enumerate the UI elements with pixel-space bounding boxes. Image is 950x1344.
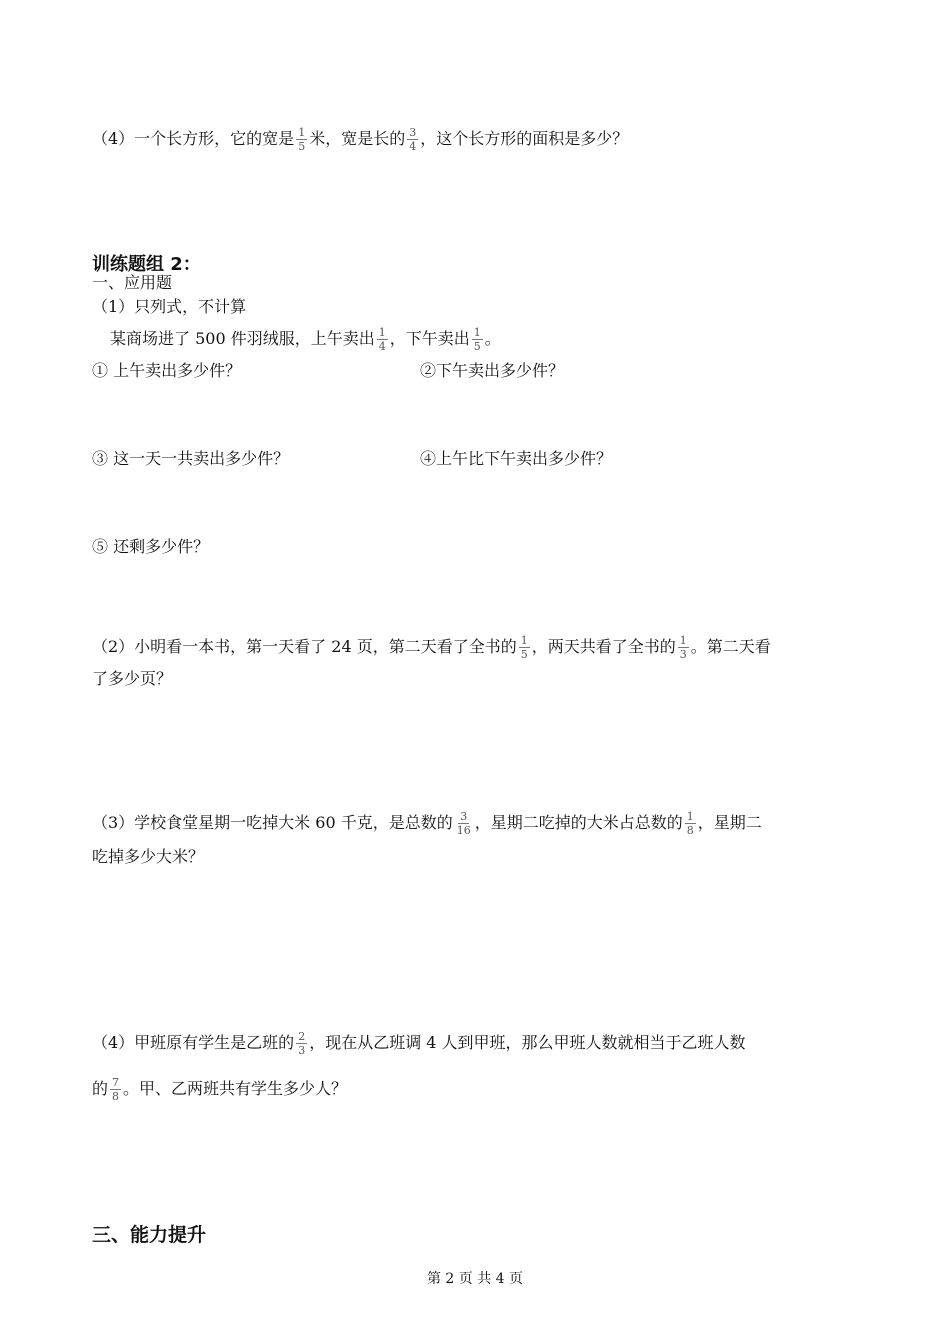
- group-title: 训练题组 2：: [92, 254, 201, 275]
- question-1-stem: 某商场进了 500 件羽绒服，上午卖出 $\frac{1}{4}$ ，下午卖出 $\frac{1}{5}$ 。: [110, 326, 501, 353]
- question-4-line-2: 的 $\frac{7}{8}$ 。甲、乙两班共有学生多少人？: [92, 1076, 348, 1103]
- section-3-title: 三、能力提升: [92, 1224, 207, 1246]
- question-3: （3）学校食堂星期一吃掉大米 60 千克，是总数的 $\frac{3}{16}$ ，星期二吃掉的大米占总数的 $\frac{1}{8}$ ，星期二: [92, 810, 762, 837]
- question-text: （4）一个长方形，它的宽是: [92, 129, 295, 148]
- sub-question-1: ① 上午卖出多少件？: [92, 361, 242, 380]
- fraction: $\frac{1}{8}$: [686, 810, 694, 837]
- question-4: （4）甲班原有学生是乙班的 $\frac{2}{3}$ ，现在从乙班调 4 人到甲班，那么甲班人数就相当于乙班人数: [92, 1030, 746, 1057]
- page-footer: 第 2 页 共 4 页: [426, 1271, 524, 1287]
- question-text: ，这个长方形的面积是多少？: [420, 129, 629, 148]
- fraction: $\frac{1}{3}$: [679, 634, 687, 661]
- question-text: 米，宽是长的: [309, 129, 406, 148]
- question-1-label: （1）只列式，不计算: [92, 297, 247, 316]
- fraction: $\frac{1}{5}$: [520, 634, 528, 661]
- fraction: $\frac{1}{4}$: [378, 326, 386, 353]
- section-label: 一、应用题: [92, 273, 173, 292]
- fraction: $\frac{7}{8}$: [112, 1076, 120, 1103]
- sub-question-2: ②下午卖出多少件？: [420, 361, 565, 380]
- sub-question-3: ③ 这一天一共卖出多少件？: [92, 449, 290, 468]
- fraction: $\frac{2}{3}$: [298, 1030, 306, 1057]
- fraction: $\frac{1}{5}$: [473, 326, 481, 353]
- question-2: （2）小明看一本书，第一天看了 24 页，第二天看了全书的 $\frac{1}{5}$ ，两天共看了全书的 $\frac{1}{3}$ 。第二天看: [92, 634, 771, 661]
- fraction: $\frac{3}{16}$: [456, 810, 471, 837]
- sub-question-5: ⑤ 还剩多少件？: [92, 537, 210, 556]
- question-rectangle-area: [92, 126, 628, 153]
- question-2-line-2: 了多少页？: [92, 669, 173, 688]
- question-3-line-2: 吃掉多少大米？: [92, 847, 205, 866]
- fraction: $\frac{3}{4}$: [409, 126, 417, 153]
- sub-question-4: ④上午比下午卖出多少件？: [420, 449, 613, 468]
- fraction: $\frac{1}{5}$: [298, 126, 306, 153]
